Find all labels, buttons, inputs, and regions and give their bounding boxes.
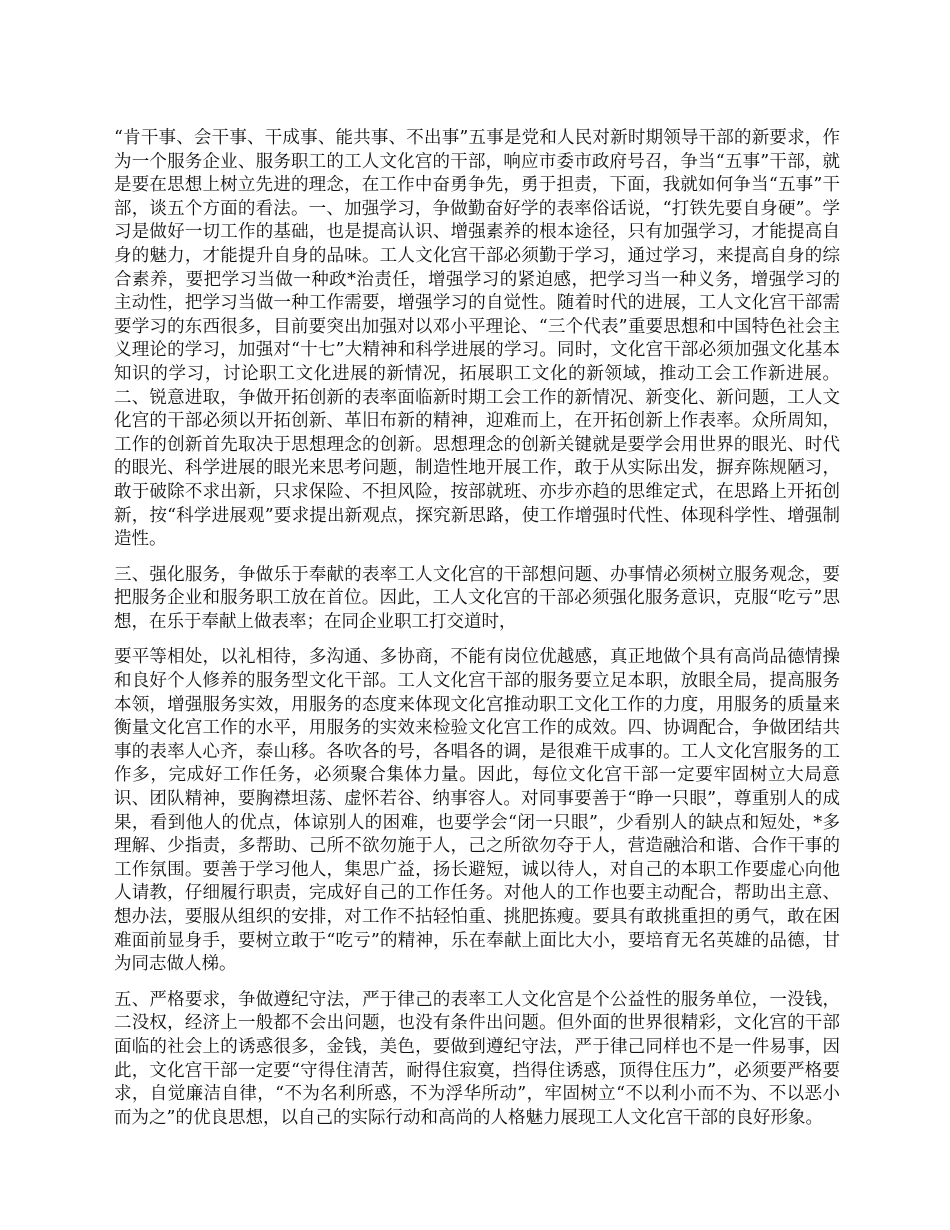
document-body: [114, 127, 840, 1142]
paragraph-1: “肯干事、会干事、干成事、能共事、不出事”五事是党和人民对新时期领导干部的新要求，作为一个服务企业、服务职工的工人文化宫的干部，响应市委市政府号召，争当“五事”干部，就是要在思想上树立先进的理念，在工作中奋勇争先，勇于担责，下面，我就如何争当“五事”干部，谈五个方面的看法。一、加强学习，争做勤奋好学的表率俗话说，“打铁先要自身硬”。学习是做好一切工作的基础，也是提高认识、增强素养的根本途径，只有加强学习，才能提高自身的魅力，才能提升自身的品味。工人文化宫干部必须勤于学习，通过学习，来提高自身的综合素养，要把学习当做一种政*治责任，增强学习的紧迫感，把学习当一种义务，增强学习的主动性，把学习当做一种工作需要，增强学习的自觉性。随着时代的进展，工人文化宫干部需要学习的东西很多，目前要突出加强对以邓小平理论、“三个代表”重要思想和中国特色社会主义理论的学习，加强对“十七”大精神和科学进展的学习。同时，文化宫干部必须加强文化基本知识的学习，讨论职工文化进展的新情况，拓展职工文化的新领域，推动工会工作新进展。 二、锐意进取，争做开拓创新的表率面临新时期工会工作的新情况、新变化、新问题，工人文化宫的干部必须以开拓创新、革旧布新的精神，迎难而上，在开拓创新上作表率。众所周知，工作的创新首先取决于思想理念的创新。思想理念的创新关键就是要学会用世界的眼光、时代的眼光、科学进展的眼光来思考问题，制造性地开展工作，敢于从实际出发，摒弃陈规陋习，敢于破除不求出新，只求保险、不担风险，按部就班、亦步亦趋的思维定式，在思路上开拓创新，按“科学进展观”要求提出新观点，探究新思路，使工作增强时代性、体现科学性、增强制造性。: [114, 128, 840, 550]
paragraph-2: 三、强化服务，争做乐于奉献的表率工人文化宫的干部想问题、办事情必须树立服务观念，要把服务企业和服务职工放在首位。因此，工人文化宫的干部必须强化服务意识，克服“吃亏”思想，在乐于奉献上做表率；在同企业职工打交道时，: [114, 564, 840, 632]
paragraph-4: 五、严格要求，争做遵纪守法，严于律己的表率工人文化宫是个公益性的服务单位，一没钱，二没权，经济上一般都不会出问题，也没有条件出问题。但外面的世界很精彩，文化宫的干部面临的社会上的诱惑很多，金钱，美色，要做到遵纪守法，严于律己同样也不是一件易事，因此，文化宫干部一定要“守得住清苦，耐得住寂寞，挡得住诱惑，顶得住压力”，必须要严格要求，自觉廉洁自律，“不为名利所惑，不为浮华所动”，牢固树立“不以利小而不为、不以恶小而为之”的优良思想，以自己的实际行动和高尚的人格魅力展现工人文化宫干部的良好形象。: [114, 989, 840, 1128]
paragraph-3: 要平等相处，以礼相待，多沟通、多协商，不能有岗位优越感，真正地做个具有高尚品德情操和良好个人修养的服务型文化干部。工人文化宫干部的服务要立足本职，放眼全局，提高服务本领，增强服务实效，用服务的态度来体现文化宫推动职工文化工作的力度，用服务的质量来衡量文化宫工作的水平，用服务的实效来检验文化宫工作的成效。四、协调配合，争做团结共事的表率人心齐，泰山移。各吹各的号，各唱各的调，是很难干成事的。工人文化宫服务的工作多，完成好工作任务，必须聚合集体力量。因此，每位文化宫干部一定要牢固树立大局意识、团队精神，要胸襟坦荡、虚怀若谷、纳事容人。对同事要善于“睁一只眼”，尊重别人的成果，看到他人的优点，体谅别人的困难，也要学会“闭一只眼”，少看别人的缺点和短处，*多理解、少指责，多帮助、己所不欲勿施于人，己之所欲勿夺于人，营造融洽和谐、合作干事的工作氛围。要善于学习他人，集思广益，扬长避短，诚以待人，对自己的本职工作要虚心向他人请教，仔细履行职责，完成好自己的工作任务。对他人的工作也要主动配合，帮助出主意、想办法，要服从组织的安排，对工作不拈轻怕重、挑肥拣瘦。要具有敢挑重担的勇气，敢在困难面前显身手，要树立敢于“吃亏”的精神，乐在奉献上面比大小，要培育无名英雄的品德，甘为同志做人梯。: [114, 647, 840, 975]
